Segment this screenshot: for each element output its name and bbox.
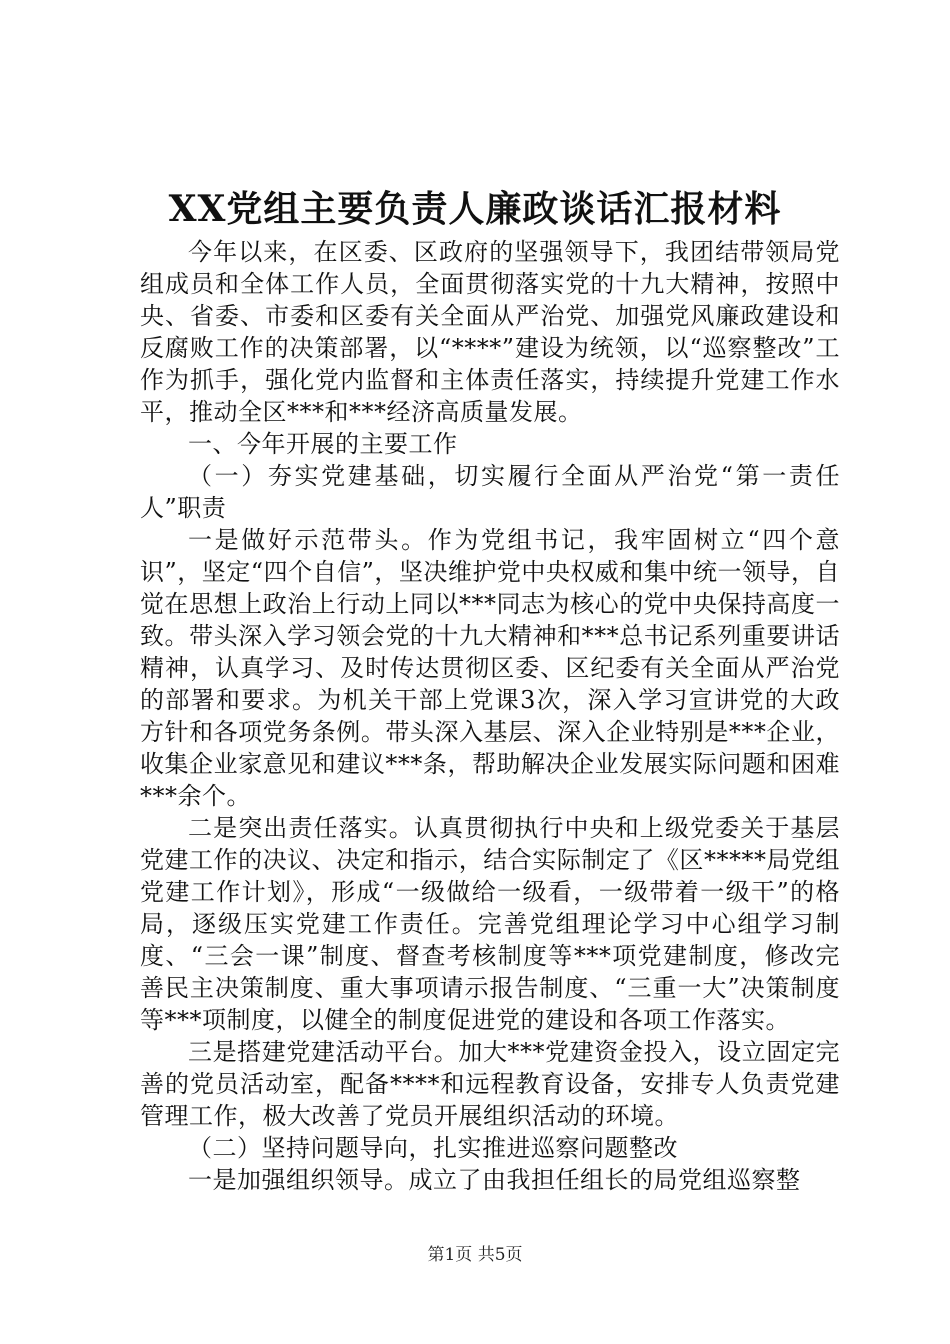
subsection-heading-1: （一）夯实党建基础，切实履行全面从严治党“第一责任人”职责 bbox=[140, 462, 840, 522]
paragraph-item-4: 一是加强组织领导。成立了由我担任组长的局党组巡察整 bbox=[188, 1166, 801, 1194]
subsection-heading-2: （二）坚持问题导向，扎实推进巡察问题整改 bbox=[188, 1134, 678, 1162]
paragraph-item-3: 三是搭建党建活动平台。加大***党建资金投入，设立固定完善的党员活动室，配备****和远程教育设备，安排专人负责党建管理工作，极大改善了党员开展组织活动的环境。 bbox=[140, 1038, 840, 1130]
page-number-footer: 第1页 共5页 bbox=[427, 1245, 523, 1265]
section-heading-1: 一、今年开展的主要工作 bbox=[188, 430, 458, 458]
paragraph-item-2: 二是突出责任落实。认真贯彻执行中央和上级党委关于基层党建工作的决议、决定和指示，结合实际制定了《区*****局党组党建工作计划》，形成“一级做给一级看，一级带着一级干”的格局，逐级压实党建工作责任。完善党组理论学习中心组学习制度、“三会一课”制度、督查考核制度等***项党建制度，修改完善民主决策制度、重大事项请示报告制度、“三重一大”决策制度等***项制度，以健全的制度促进党的建设和各项工作落实。 bbox=[140, 814, 840, 1034]
paragraph-intro: 今年以来，在区委、区政府的坚强领导下，我团结带领局党组成员和全体工作人员，全面贯彻落实党的十九大精神，按照中央、省委、市委和区委有关全面从严治党、加强党风廉政建设和反腐败工作的决策部署，以“****”建设为统领，以“巡察整改”工作为抓手，强化党内监督和主体责任落实，持续提升党建工作水平，推动全区***和***经济高质量发展。 bbox=[140, 238, 840, 426]
document-body bbox=[140, 236, 840, 1196]
document-title: XX党组主要负责人廉政谈话汇报材料 bbox=[168, 188, 782, 230]
paragraph-item-1: 一是做好示范带头。作为党组书记，我牢固树立“四个意识”，坚定“四个自信”，坚决维护党中央权威和集中统一领导，自觉在思想上政治上行动上同以***同志为核心的党中央保持高度一致。带头深入学习领会党的十九大精神和***总书记系列重要讲话精神，认真学习、及时传达贯彻区委、区纪委有关全面从严治党的部署和要求。为机关干部上党课3次，深入学习宣讲党的大政方针和各项党务条例。带头深入基层、深入企业特别是***企业，收集企业家意见和建议***条，帮助解决企业发展实际问题和困难***余个。 bbox=[140, 526, 840, 810]
